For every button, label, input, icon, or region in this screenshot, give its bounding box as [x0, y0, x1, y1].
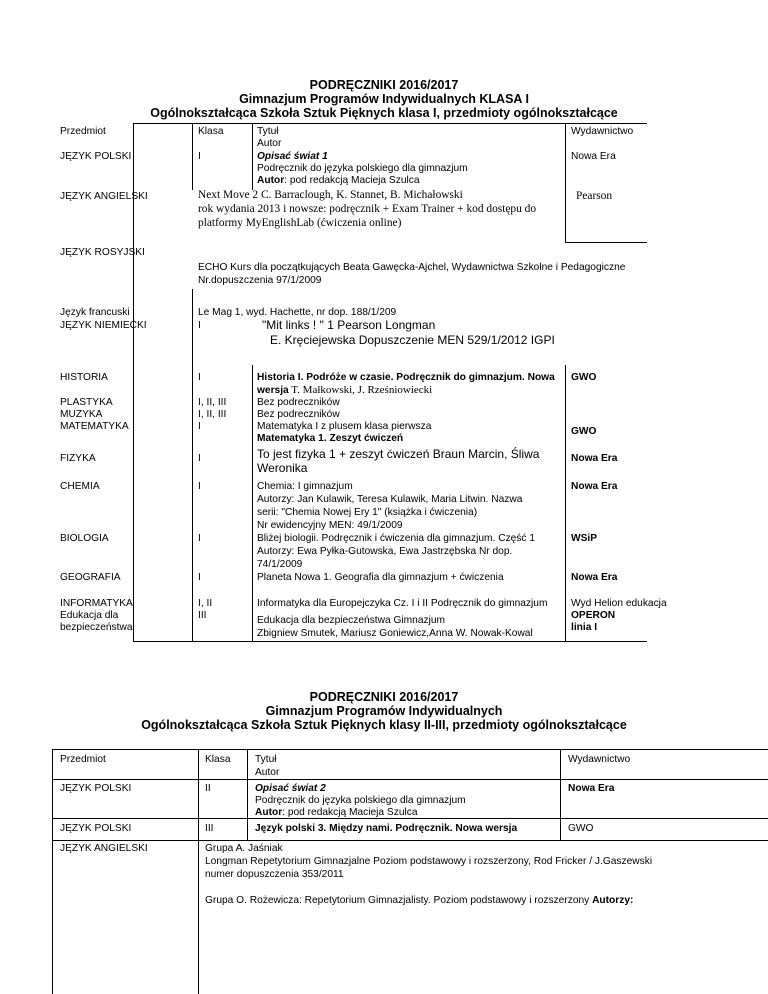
- row-francuski-subject: Język francuski: [60, 307, 130, 318]
- row-historia-line1: Historia I. Podróże w czasie. Podręcznik do gimnazjum. Nowa: [257, 372, 555, 383]
- row2-polski2-publisher: Nowa Era: [568, 783, 615, 794]
- row2-angielski-line2: Longman Repetytorium Gimnazjalne Poziom podstawowy i rozszerzony, Rod Fricker / J.Gaszewski: [205, 856, 653, 867]
- row-plastyka-class: I, II, III: [198, 397, 227, 408]
- row-geografia-class: I: [198, 572, 201, 583]
- row-chemia-subject: CHEMIA: [60, 481, 100, 492]
- row-edb-publisher-line1: OPERON: [571, 610, 616, 621]
- row-matematyka-subject: MATEMATYKA: [60, 421, 129, 432]
- table1-header-subject: Przedmiot: [60, 126, 106, 137]
- row-matematyka-publisher: GWO: [571, 426, 597, 437]
- row-historia-line2-bold: wersja: [257, 385, 289, 396]
- section1-heading: [0, 78, 768, 120]
- row-polski-author: [257, 175, 420, 187]
- section1-title-line3: Ogólnokształcąca Szkoła Sztuk Pięknych klasa I, przedmioty ogólnokształcące: [150, 106, 618, 120]
- row-plastyka-subject: PLASTYKA: [60, 397, 113, 408]
- row-polski-author-label: Autor: [257, 175, 285, 186]
- row2-polski3-subject: JĘZYK POLSKI: [60, 823, 132, 834]
- row2-polski2-class: II: [205, 783, 211, 794]
- table2-vline-title: [560, 749, 561, 840]
- table1-vline-pub-top: [565, 123, 566, 242]
- row-historia-class: I: [198, 372, 201, 383]
- row-biologia-line3: 74/1/2009: [257, 559, 303, 570]
- row2-polski2-author: [255, 807, 418, 819]
- row-niemiecki-subject: JĘZYK NIEMIECKI: [60, 320, 147, 331]
- row2-polski2-desc: Podręcznik do języka polskiego dla gimnazjum: [255, 795, 466, 806]
- row-polski-title: Opisać świat 1: [257, 151, 328, 162]
- table1-vline-class-top: [192, 123, 193, 190]
- row-chemia-line4: Nr ewidencyjny MEN: 49/1/2009: [257, 520, 403, 531]
- row-biologia-line2: Autorzy: Ewa Pyłka-Gutowska, Ewa Jastrzębska Nr dop.: [257, 546, 513, 557]
- table1-hline-pub: [565, 242, 647, 243]
- row2-angielski-line4-bold: Autorzy:: [592, 895, 634, 906]
- row-historia-authors: T. Małkowski, J. Rześniowiecki: [288, 384, 433, 396]
- table2-vline-outer-left: [52, 749, 53, 994]
- row-polski-publisher: Nowa Era: [571, 151, 616, 162]
- row-rosyjski-subject: JĘZYK ROSYJSKI: [60, 247, 145, 258]
- row-edb-subject-line2: bezpieczeństwa: [60, 622, 133, 633]
- table2-header-title: Tytuł: [255, 754, 277, 765]
- section2-title-line1: PODRĘCZNIKI 2016/2017: [309, 690, 459, 704]
- table2-header-subject: Przedmiot: [60, 754, 106, 765]
- row-geografia-subject: GEOGRAFIA: [60, 572, 121, 583]
- row-edb-line1: Edukacja dla bezpieczeństwa Gimnazjum: [257, 615, 445, 626]
- table2-hline-top: [52, 749, 768, 750]
- table1-hline-top: [133, 123, 647, 124]
- row-angielski-line3: platformy MyEnglishLab (ćwiczenia online): [198, 217, 402, 229]
- row-chemia-class: I: [198, 481, 201, 492]
- row2-polski3-title: Język polski 3. Między nami. Podręcznik. Nowa wersja: [255, 823, 518, 834]
- row-edb-subject-line1: Edukacja dla: [60, 610, 119, 621]
- table1-hline-bottom: [133, 641, 647, 642]
- row-fizyka-publisher: Nowa Era: [571, 453, 618, 464]
- row2-polski2-author-value: : pod redakcją Macieja Szulca: [282, 807, 418, 818]
- row-historia-publisher: GWO: [571, 372, 597, 383]
- row-chemia-line1: Chemia: I gimnazjum: [257, 481, 353, 492]
- row-muzyka-class: I, II, III: [198, 409, 227, 420]
- row-muzyka-text: Bez podreczników: [257, 409, 340, 420]
- row-geografia-publisher: Nowa Era: [571, 572, 618, 583]
- row-chemia-publisher: Nowa Era: [571, 481, 618, 492]
- row2-polski2-author-label: Autor: [255, 807, 283, 818]
- table1-vline-title-top: [252, 123, 253, 190]
- table1-header-author: Autor: [257, 138, 282, 149]
- row-fizyka-line1: To jest fizyka 1 + zeszyt ćwiczeń Braun Marcin, Śliwa: [257, 447, 540, 461]
- table1-header-title: Tytuł: [257, 126, 279, 137]
- row-informatyka-publisher: Wyd Helion edukacja: [571, 598, 667, 609]
- row-polski-desc: Podręcznik do języka polskiego dla gimnazjum: [257, 163, 468, 174]
- section2-title-line3: Ogólnokształcąca Szkoła Sztuk Pięknych klasy II-III, przedmioty ogólnokształcące: [141, 718, 627, 732]
- row2-polski2-subject: JĘZYK POLSKI: [60, 783, 132, 794]
- row-matematyka-class: I: [198, 421, 201, 432]
- row-chemia-line3: serii: "Chemia Nowej Ery 1" (książka i ćwiczenia): [257, 507, 478, 518]
- row-fizyka-line2: Weronika: [257, 461, 308, 475]
- table1-vline-class-bottom: [192, 289, 193, 642]
- row-plastyka-text: Bez podreczników: [257, 397, 340, 408]
- section2-heading: [0, 690, 768, 732]
- row2-polski2-title: Opisać świat 2: [255, 783, 326, 794]
- section1-title-line1: PODRĘCZNIKI 2016/2017: [309, 78, 459, 92]
- row-chemia-line2: Autorzy: Jan Kulawik, Teresa Kulawik, Maria Litwin. Nazwa: [257, 494, 523, 505]
- table2-vline-subject: [198, 749, 199, 994]
- row-edb-line2: Zbigniew Smutek, Mariusz Goniewicz,Anna W. Nowak-Kowal: [257, 628, 533, 639]
- table2-header-author: Autor: [255, 767, 280, 778]
- row-fizyka-class: I: [198, 453, 201, 464]
- table2-hline-row2: [52, 840, 768, 841]
- row-biologia-subject: BIOLOGIA: [60, 533, 109, 544]
- row-polski-author-value: : pod redakcją Macieja Szulca: [284, 175, 420, 186]
- row-informatyka-text: Informatyka dla Europejczyka Cz. I i II Podręcznik do gimnazjum: [257, 598, 548, 609]
- row-angielski-subject: JĘZYK ANGIELSKI: [60, 191, 148, 202]
- table1-vline-pub-bottom: [565, 365, 566, 642]
- row2-angielski-line4-text: Grupa O. Rożewicza: Repetytorium Gimnazjalisty. Poziom podstawowy i rozszerzony: [205, 895, 593, 906]
- row-informatyka-subject: INFORMATYKA: [60, 598, 133, 609]
- row-rosyjski-line1: ECHO Kurs dla początkujących Beata Gawęcka-Ajchel, Wydawnictwa Szkolne i Pedagogiczne: [198, 262, 626, 273]
- row-muzyka-subject: MUZYKA: [60, 409, 103, 420]
- row-fizyka-subject: FIZYKA: [60, 453, 96, 464]
- table2-vline-class: [247, 749, 248, 840]
- row-biologia-class: I: [198, 533, 201, 544]
- table1-vline-title-bottom: [252, 365, 253, 642]
- row-niemiecki-class: I: [198, 320, 201, 331]
- row-matematyka-line2: Matematyka 1. Zeszyt ćwiczeń: [257, 433, 404, 444]
- row-niemiecki-line1: "Mit links ! " 1 Pearson Longman: [262, 318, 436, 332]
- row-geografia-text: Planeta Nowa 1. Geografia dla gimnazjum + ćwiczenia: [257, 572, 504, 583]
- section1-title-line2: Gimnazjum Programów Indywidualnych KLASA I: [239, 92, 529, 106]
- row-niemiecki-line2: E. Kręciejewska Dopuszczenie MEN 529/1/2012 IGPI: [270, 333, 555, 347]
- row-angielski-publisher: Pearson: [576, 190, 613, 202]
- row2-angielski-line4: [205, 895, 633, 907]
- row-francuski-text: Le Mag 1, wyd. Hachette, nr dop. 188/1/209: [198, 307, 397, 318]
- row2-polski3-class: III: [205, 823, 214, 834]
- table2-header-publisher: Wydawnictwo: [568, 754, 631, 765]
- row-angielski-line1: Next Move 2 C. Barraclough, K. Stannet, B. Michałowski: [198, 189, 463, 201]
- section2-title-line2: Gimnazjum Programów Indywidualnych: [265, 704, 503, 718]
- row-biologia-line1: Bliżej biologii. Podręcznik i ćwiczenia dla gimnazjum. Część 1: [257, 533, 536, 544]
- row-edb-class: III: [198, 610, 207, 621]
- row-matematyka-line1: Matematyka I z plusem klasa pierwsza: [257, 421, 432, 432]
- row-historia-subject: HISTORIA: [60, 372, 108, 383]
- row-historia-line2: [257, 384, 432, 398]
- row2-angielski-subject: JĘZYK ANGIELSKI: [60, 843, 148, 854]
- row-angielski-line2: rok wydania 2013 i nowsze: podręcznik + Exam Trainer + kod dostępu do: [198, 203, 537, 215]
- row-rosyjski-line2: Nr.dopuszczenia 97/1/2009: [198, 275, 322, 286]
- row2-angielski-line1: Grupa A. Jaśniak: [205, 843, 283, 854]
- row-edb-publisher-line2: linia I: [571, 622, 598, 633]
- row2-angielski-line3: numer dopuszczenia 353/2011: [205, 869, 344, 880]
- table1-header-class: Klasa: [198, 126, 224, 137]
- table2-hline-header: [52, 779, 768, 780]
- row-biologia-publisher: WSiP: [571, 533, 598, 544]
- table2-header-class: Klasa: [205, 754, 231, 765]
- row-polski-subject: JĘZYK POLSKI: [60, 151, 132, 162]
- table1-header-publisher: Wydawnictwo: [571, 126, 634, 137]
- row-polski-class: I: [198, 151, 201, 162]
- row-informatyka-class: I, II: [198, 598, 213, 609]
- row2-polski3-publisher: GWO: [568, 823, 594, 834]
